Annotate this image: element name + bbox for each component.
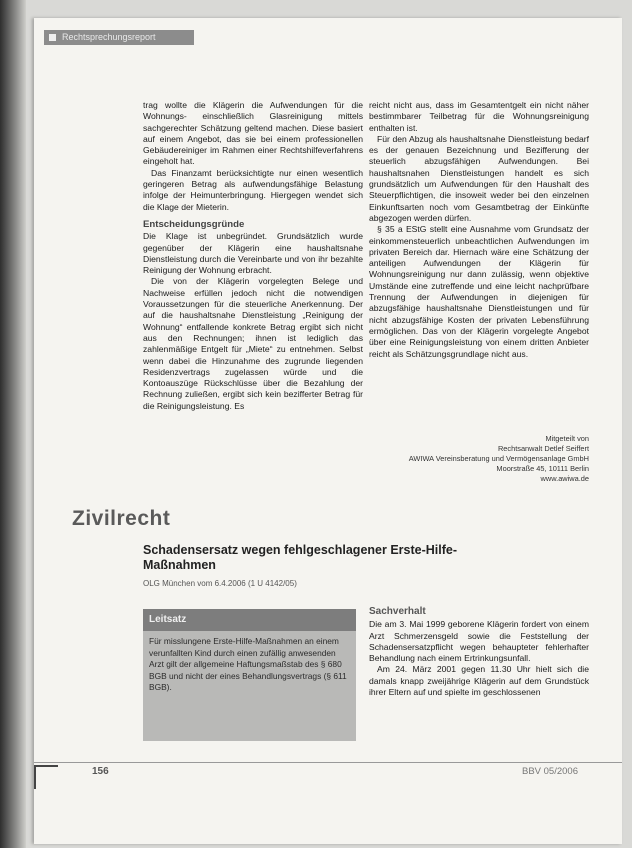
author-signature-block <box>369 434 589 484</box>
paragraph: § 35 a EStG stellt eine Ausnahme vom Grundsatz der einkommensteuerlich unbeachtlichen Aufwendungen im privaten Bereich dar. Hiernach wäre eine Schätzung der anteiligen Aufwendungen der Klägerin für Wohnungsreinigung nur dann zulässig, wenn objektive Umstände eine zutreffende und eine leicht nachprüfbare Trennung der Aufwendungen in diejenigen für abzugsfähige haushaltsnahe Dienstleistungen und für nicht abzugsfähige Kosten der privaten Lebensführung ermöglichen. Das von der Klägerin vorgelegte Angebot über eine Reinigungsleistung von einem dritten Anbieter reicht als Schätzungsgrundlage nicht aus. <box>369 224 589 359</box>
footer-divider <box>34 762 622 763</box>
left-text-column <box>143 100 363 412</box>
leitsatz-text: Für misslungene Erste-Hilfe-Maßnahmen an einem verunfallten Kind durch einen zufällig anwesenden Arzt gilt der allgemeine Haftungsmaßstab des § 680 BGB und nicht der eines Behandlungsvertrags (§ 611 BGB). <box>149 636 347 692</box>
paragraph: Die von der Klägerin vorgelegten Belege und Nachweise erfüllen jedoch nicht die notwendigen Voraussetzungen für die steuerliche Anerkennung. Der auf die haushaltsnahe Dienstleistung „Reinigung der Wohnung“ entfallende konkrete Betrag ergibt sich nicht aus den Rechnungen; ihnen ist lediglich das zahlenmäßige Entgelt für „Miete“ zu entnehmen. Selbst wenn dabei die Hinzunahme des zugrunde liegenden Residenzvertrags zugelassen würde und die Kontoauszüge Rückschlüsse über die Bezahlung der Rechnung zuließen, ergibt sich kein bezifferter Betrag für die Reinigungsleistung. Es <box>143 276 363 411</box>
book-spine-shadow <box>0 0 26 848</box>
crop-corner-mark <box>34 765 58 789</box>
signature-line: www.awiwa.de <box>540 474 589 483</box>
article-title: Schadensersatz wegen fehlgeschlagener Erste-Hilfe-Maßnahmen <box>143 543 457 572</box>
sachverhalt-section <box>369 606 589 698</box>
paragraph: trag wollte die Klägerin die Aufwendungen für die Wohnungs- einschließlich Glasreinigung mittels sachgerechter Schätzung geltend machen. Diese basiert auf einem Angebot, das sie bei einem professionellen Gebäudereiniger im Rahmen einer Rechtshilfeverfahrens eingeholt hat. <box>143 100 363 167</box>
sachverhalt-heading: Sachverhalt <box>369 606 426 617</box>
square-bullet-icon <box>49 34 56 41</box>
section-heading: Entscheidungsgründe <box>143 218 245 230</box>
paragraph: Am 24. März 2001 gegen 11.30 Uhr hielt sich die damals knapp zweijährige Klägerin auf dem Grundstück ihrer Eltern auf und spielte im geschlossenen <box>369 664 589 698</box>
page-number: 156 <box>92 766 109 777</box>
court-citation: OLG München vom 6.4.2006 (1 U 4142/05) <box>143 579 297 588</box>
signature-line: AWIWA Vereinsberatung und Vermögensanlage GmbH <box>408 454 589 463</box>
leitsatz-heading: Leitsatz <box>143 609 356 631</box>
right-text-column <box>369 100 589 360</box>
paragraph: reicht nicht aus, dass im Gesamtentgelt ein nicht näher bestimmbarer Teilbetrag für die Wohnungsreinigung enthalten ist. <box>369 100 589 133</box>
issue-label: BBV 05/2006 <box>522 766 578 777</box>
section-title: Zivilrecht <box>72 507 171 530</box>
paragraph: Das Finanzamt berücksichtigte nur einen wesentlich geringeren Betrag als aufwendungsfähige Belastung infolge der Heimunterbringung. Hiergegen wendet sich die Klage der Mieterin. <box>143 167 363 212</box>
running-head-label: Rechtsprechungsreport <box>62 32 156 42</box>
paragraph: Für den Abzug als haushaltsnahe Dienstleistung bedarf es der genauen Bezeichnung und Bezifferung der steuerlich abzugsfähigen Aufwendungen. Bei haushaltsnahen Dienstleistungen handelt es sich grundsätzlich um Aufwendungen für den Haushalt des Steuerpflichtigen, die insoweit weder bei den einzelnen Einkunftsarten noch vom Gesamtbetrag der Einkünfte abgezogen werden dürfen. <box>369 133 589 223</box>
signature-line: Rechtsanwalt Detlef Seiffert <box>497 444 589 453</box>
running-head <box>44 30 194 45</box>
signature-line: Mitgeteilt von <box>545 434 589 443</box>
signature-line: Moorstraße 45, 10111 Berlin <box>496 464 589 473</box>
paragraph: Die Klage ist unbegründet. Grundsätzlich wurde gegenüber der Klägerin eine haushaltsnahe Dienstleistung durch die Vereinbarte und von ihr bezahlte Reinigung der Wohnung erbracht. <box>143 231 363 276</box>
paragraph: Die am 3. Mai 1999 geborene Klägerin fordert von einem Arzt Schmerzensgeld sowie die Feststellung der Schadensersatzpflicht wegen behaupteter fehlerhafter Behandlung nach einem Ertrinkungsunfall. <box>369 619 589 664</box>
leitsatz-box <box>143 609 356 741</box>
